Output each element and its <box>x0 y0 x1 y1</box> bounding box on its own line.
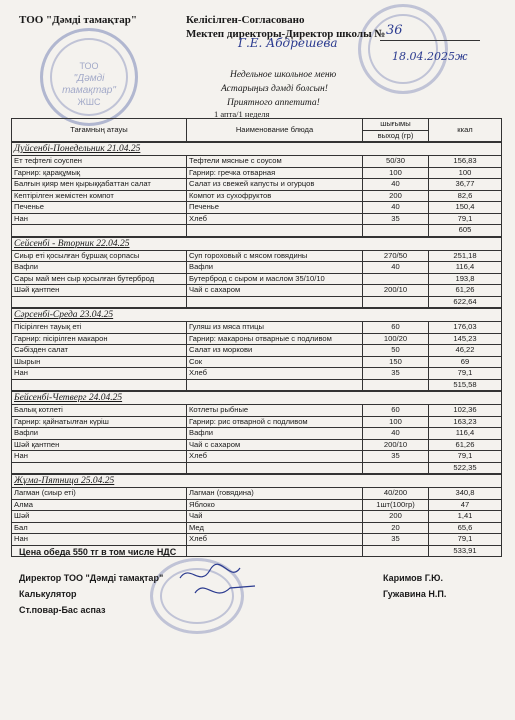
dish-yield: 200 <box>363 511 429 523</box>
dish-name-kz: Гарнир: пісірілген макарон <box>12 333 187 345</box>
dish-name-ru: Хлеб <box>187 451 363 463</box>
dish-name-ru: Салат из моркови <box>187 345 363 357</box>
dish-yield: 100 <box>363 167 429 179</box>
dish-kcal: 156,83 <box>429 156 502 168</box>
day-row <box>12 391 502 405</box>
day-row <box>12 474 502 488</box>
chef-label: Ст.повар-Бас аспаз <box>19 605 106 615</box>
director-signature-mark <box>175 558 265 608</box>
dish-name-kz: Ет тефтелі соуспен <box>12 156 187 168</box>
dish-yield: 60 <box>363 322 429 334</box>
table-row <box>12 451 502 463</box>
empty-cell <box>187 296 363 308</box>
dish-kcal: 46,22 <box>429 345 502 357</box>
col-header-ru: Наименование блюда <box>187 119 363 143</box>
director-signature: Г.Е. Абдрешева <box>238 36 338 50</box>
empty-cell <box>12 296 187 308</box>
empty-cell <box>12 379 187 391</box>
empty-cell <box>363 545 429 557</box>
stamp-text: ТОО <box>79 61 99 71</box>
dish-name-kz: Вафли <box>12 262 187 274</box>
day-total-kcal: 622,64 <box>429 296 502 308</box>
dish-yield: 100 <box>363 416 429 428</box>
empty-cell <box>12 462 187 474</box>
dish-name-kz: Вафли <box>12 428 187 440</box>
dish-name-ru: Сок <box>187 356 363 368</box>
dish-name-kz: Нан <box>12 451 187 463</box>
total-row <box>12 225 502 237</box>
dish-yield: 35 <box>363 534 429 546</box>
dish-name-kz: Балық котлеті <box>12 405 187 417</box>
dish-yield: 35 <box>363 368 429 380</box>
table-row <box>12 322 502 334</box>
dish-name-ru: Вафли <box>187 262 363 274</box>
table-row <box>12 522 502 534</box>
dish-name-kz: Сиыр еті қосылған бұршақ сорпасы <box>12 250 187 262</box>
dish-name-kz: Сәбізден салат <box>12 345 187 357</box>
table-row <box>12 499 502 511</box>
dish-name-ru: Суп гороховый с мясом говядины <box>187 250 363 262</box>
dish-name-kz: Шәй <box>12 511 187 523</box>
table-row <box>12 250 502 262</box>
dish-name-ru: Гарнир: гречка отварная <box>187 167 363 179</box>
dish-name-ru: Тефтели мясные с соусом <box>187 156 363 168</box>
dish-name-kz: Шырын <box>12 356 187 368</box>
col-header-kcal: ккал <box>429 119 502 143</box>
dish-yield: 35 <box>363 213 429 225</box>
dish-kcal: 1,41 <box>429 511 502 523</box>
day-row <box>12 237 502 251</box>
empty-cell <box>187 545 363 557</box>
dish-name-kz: Шәй қантпен <box>12 439 187 451</box>
dish-kcal: 193,8 <box>429 273 502 285</box>
stamp-text: тамақтар" <box>62 85 116 96</box>
dish-name-kz: Кептірілген жемістен компот <box>12 190 187 202</box>
org-name: ТОО "Дәмді тамақтар" <box>19 14 138 26</box>
dish-name-kz: Гарнир: қайнатылған күріш <box>12 416 187 428</box>
dish-name-kz: Лагман (сиыр еті) <box>12 488 187 500</box>
dish-kcal: 79,1 <box>429 213 502 225</box>
day-title: Сәрсенбі-Среда 23.04.25 <box>12 308 502 322</box>
dish-yield: 50/30 <box>363 156 429 168</box>
empty-cell <box>363 225 429 237</box>
org-stamp-top <box>40 28 138 126</box>
day-title: Дүйсенбі-Понедельник 21.04.25 <box>12 142 502 156</box>
dish-yield: 40 <box>363 179 429 191</box>
total-row <box>12 379 502 391</box>
dish-kcal: 340,8 <box>429 488 502 500</box>
dish-name-ru: Гуляш из мяса птицы <box>187 322 363 334</box>
table-row <box>12 356 502 368</box>
director-label: Директор ТОО "Дәмді тамақтар" <box>19 573 164 583</box>
dish-name-ru: Печенье <box>187 202 363 214</box>
stamp-text: ЖШС <box>77 97 101 107</box>
dish-yield <box>363 273 429 285</box>
empty-cell <box>187 462 363 474</box>
dish-yield: 1шт(100гр) <box>363 499 429 511</box>
dish-yield: 40/200 <box>363 488 429 500</box>
total-row <box>12 462 502 474</box>
dish-kcal: 79,1 <box>429 368 502 380</box>
dish-yield: 35 <box>363 451 429 463</box>
dish-name-ru: Гарнир: макароны отварные с подливом <box>187 333 363 345</box>
dish-kcal: 100 <box>429 167 502 179</box>
total-row <box>12 296 502 308</box>
table-row <box>12 273 502 285</box>
empty-cell <box>363 379 429 391</box>
dish-kcal: 116,4 <box>429 428 502 440</box>
dish-kcal: 176,03 <box>429 322 502 334</box>
table-row <box>12 156 502 168</box>
day-row <box>12 308 502 322</box>
dish-yield: 40 <box>363 262 429 274</box>
table-row <box>12 345 502 357</box>
dish-name-ru: Мед <box>187 522 363 534</box>
dish-kcal: 61,26 <box>429 439 502 451</box>
dish-yield: 270/50 <box>363 250 429 262</box>
dish-kcal: 82,6 <box>429 190 502 202</box>
dish-name-kz: Балғын қияр мен қырыққабаттан салат <box>12 179 187 191</box>
col-header-yield: шығымы <box>363 119 429 131</box>
dish-yield: 40 <box>363 428 429 440</box>
col-header-kz: Тағамның атауы <box>12 119 187 143</box>
dish-name-kz: Пісірілген тауық еті <box>12 322 187 334</box>
table-row <box>12 439 502 451</box>
table-row <box>12 405 502 417</box>
dish-kcal: 150,4 <box>429 202 502 214</box>
empty-cell <box>187 379 363 391</box>
table-row <box>12 262 502 274</box>
dish-name-ru: Чай с сахаром <box>187 439 363 451</box>
director-name: Каримов Г.Ю. <box>383 573 443 583</box>
stamp-text: "Дәмді <box>73 73 105 84</box>
table-row <box>12 534 502 546</box>
school-stamp <box>358 4 448 94</box>
dish-name-ru: Чай <box>187 511 363 523</box>
dish-yield: 50 <box>363 345 429 357</box>
table-row <box>12 511 502 523</box>
table-row <box>12 285 502 297</box>
calculator-name: Гужавина Н.П. <box>383 589 447 599</box>
day-row <box>12 142 502 156</box>
school-number: 36 <box>386 23 403 38</box>
table-row <box>12 179 502 191</box>
menu-title: Недельное школьное меню <box>230 70 337 80</box>
director-line: Мектеп директоры-Директор школы № <box>186 28 386 40</box>
dish-name-ru: Бутерброд с сыром и маслом 35/10/10 <box>187 273 363 285</box>
approval-date: 18.04.2025ж <box>392 50 468 63</box>
signature-line <box>380 40 480 41</box>
dish-kcal: 251,18 <box>429 250 502 262</box>
dish-kcal: 47 <box>429 499 502 511</box>
day-total-kcal: 515,58 <box>429 379 502 391</box>
dish-kcal: 61,26 <box>429 285 502 297</box>
dish-name-kz: Нан <box>12 534 187 546</box>
day-title: Жұма-Пятница 25.04.25 <box>12 474 502 488</box>
dish-name-kz: Гарнир: қарақұмық <box>12 167 187 179</box>
dish-name-kz: Бал <box>12 522 187 534</box>
table-row <box>12 167 502 179</box>
dish-yield: 20 <box>363 522 429 534</box>
calculator-label: Калькулятор <box>19 589 77 599</box>
dish-kcal: 36,77 <box>429 179 502 191</box>
dish-name-kz: Нан <box>12 213 187 225</box>
dish-name-ru: Хлеб <box>187 534 363 546</box>
menu-table <box>11 118 502 557</box>
table-row <box>12 213 502 225</box>
dish-kcal: 102,36 <box>429 405 502 417</box>
dish-name-ru: Чай с сахаром <box>187 285 363 297</box>
dish-name-ru: Хлеб <box>187 368 363 380</box>
day-total-kcal: 522,35 <box>429 462 502 474</box>
dish-name-ru: Хлеб <box>187 213 363 225</box>
dish-name-kz: Сары май мен сыр қосылған бутерброд <box>12 273 187 285</box>
dish-name-kz: Нан <box>12 368 187 380</box>
dish-name-kz: Печенье <box>12 202 187 214</box>
agreed-label: Келісілген-Согласовано <box>186 14 305 26</box>
day-title: Бейсенбі-Четверг 24.04.25 <box>12 391 502 405</box>
dish-yield: 100/20 <box>363 333 429 345</box>
dish-name-kz: Шәй қантпен <box>12 285 187 297</box>
dish-kcal: 69 <box>429 356 502 368</box>
wish-kz: Астарыңыз дәмді болсын! <box>221 84 328 94</box>
table-row <box>12 416 502 428</box>
dish-name-ru: Лагман (говядина) <box>187 488 363 500</box>
table-row <box>12 202 502 214</box>
empty-cell <box>12 225 187 237</box>
week-label: 1 апта/1 неделя <box>214 109 270 119</box>
dish-kcal: 163,23 <box>429 416 502 428</box>
dish-name-ru: Салат из свежей капусты и огурцов <box>187 179 363 191</box>
dish-yield: 150 <box>363 356 429 368</box>
dish-name-ru: Яблоко <box>187 499 363 511</box>
dish-name-ru: Компот из сухофруктов <box>187 190 363 202</box>
lunch-price: Цена обеда 550 тг в том числе НДС <box>19 547 177 557</box>
day-total-kcal: 605 <box>429 225 502 237</box>
dish-name-ru: Вафли <box>187 428 363 440</box>
table-row <box>12 333 502 345</box>
col-header-yield-unit: выход (гр) <box>363 130 429 142</box>
table-row <box>12 488 502 500</box>
dish-name-ru: Котлеты рыбные <box>187 405 363 417</box>
dish-yield: 200 <box>363 190 429 202</box>
wish-ru: Приятного аппетита! <box>227 98 320 108</box>
day-total-kcal: 533,91 <box>429 545 502 557</box>
empty-cell <box>363 462 429 474</box>
dish-yield: 200/10 <box>363 439 429 451</box>
empty-cell <box>363 296 429 308</box>
empty-cell <box>187 225 363 237</box>
day-title: Сейсенбі - Вторник 22.04.25 <box>12 237 502 251</box>
dish-name-ru: Гарнир: рис отварной с подливом <box>187 416 363 428</box>
dish-yield: 60 <box>363 405 429 417</box>
dish-kcal: 79,1 <box>429 451 502 463</box>
table-row <box>12 190 502 202</box>
dish-yield: 200/10 <box>363 285 429 297</box>
dish-kcal: 79,1 <box>429 534 502 546</box>
dish-kcal: 116,4 <box>429 262 502 274</box>
table-row <box>12 428 502 440</box>
dish-kcal: 65,6 <box>429 522 502 534</box>
dish-name-kz: Алма <box>12 499 187 511</box>
dish-kcal: 145,23 <box>429 333 502 345</box>
table-row <box>12 368 502 380</box>
dish-yield: 40 <box>363 202 429 214</box>
